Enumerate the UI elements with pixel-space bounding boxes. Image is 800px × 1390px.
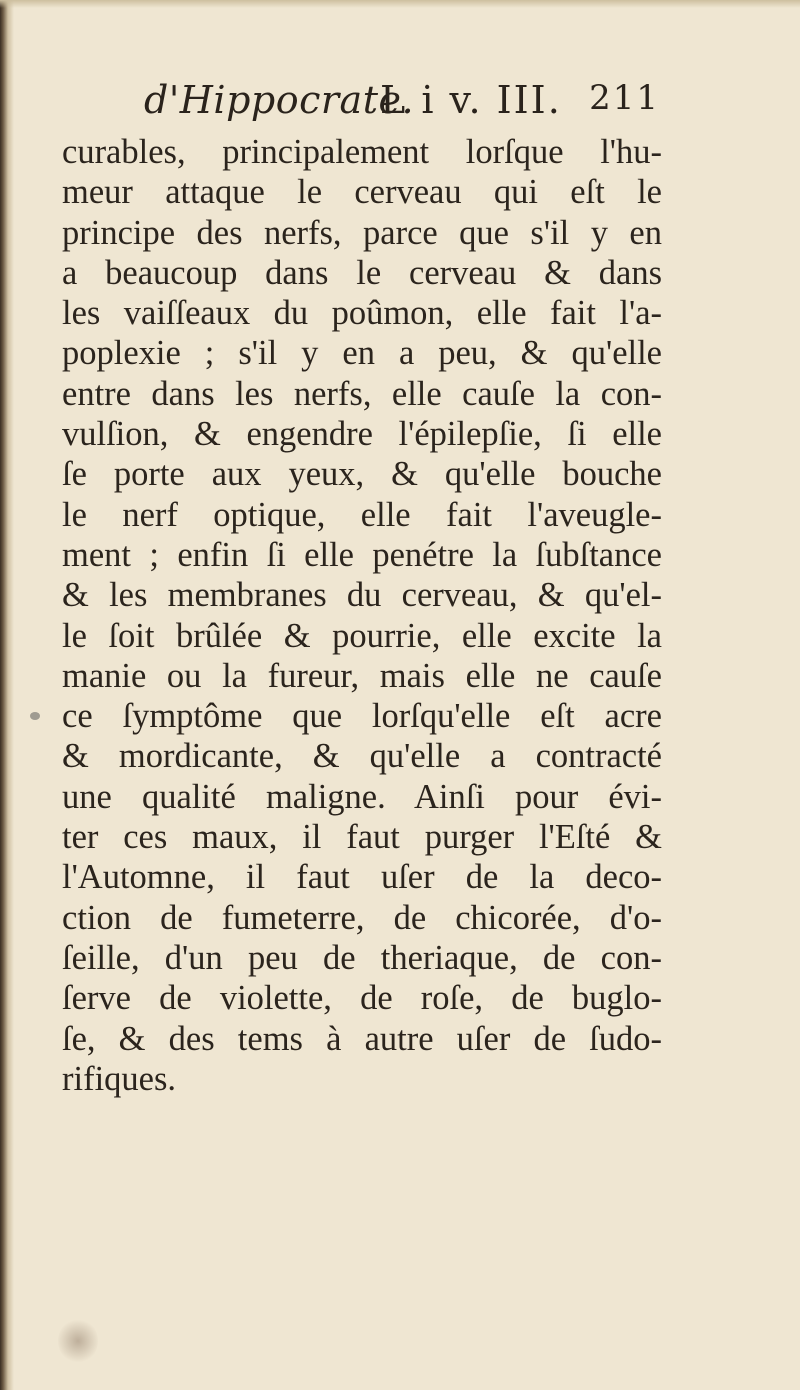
text-line: & mordicante, & qu'elle a contracté [62,737,662,776]
text-line: ment ; enfin ſi elle penétre la ſubſtance [62,535,662,574]
running-head-book: L i v. III. [380,78,562,122]
text-line: ſerve de violette, de roſe, de buglo- [62,979,662,1018]
text-line: principe des nerfs, parce que s'il y en [62,213,662,252]
text-line: vulſion, & engendre l'épilepſie, ſi elle [62,415,662,454]
text-line: ce ſymptôme que lorſqu'elle eſt acre [62,697,662,736]
text-line: le nerf optique, elle fait l'aveugle- [62,495,662,534]
running-head [62,78,660,128]
page-number: 211 [589,78,660,118]
text-line: l'Automne, il faut uſer de la deco- [62,858,662,897]
paper-stain [58,1318,98,1364]
text-line: rifiques. [62,1059,177,1098]
body-text [62,132,662,1099]
text-line: meur attaque le cerveau qui eſt le [62,173,662,212]
text-line: curables, principalement lorſque l'hu- [62,133,662,171]
text-line: ſe porte aux yeux, & qu'elle bouche [62,455,662,494]
text-line: le ſoit brûlée & pourrie, elle excite la [62,616,662,655]
running-head-title: d'Hippocrate. [144,78,415,122]
ink-smudge [30,712,40,720]
text-line: entre dans les nerfs, elle cauſe la con- [62,374,662,413]
text-line: les vaiſſeaux du poûmon, elle fait l'a- [62,294,662,333]
text-line: manie ou la fureur, mais elle ne cauſe [62,656,662,695]
text-line: ction de fumeterre, de chicorée, d'o- [62,898,662,937]
text-line: une qualité maligne. Ainſi pour évi- [62,777,662,816]
text-line: poplexie ; s'il y en a peu, & qu'elle [62,334,662,373]
text-line: ter ces maux, il faut purger l'Eſté & [62,818,662,857]
text-line: ſeille, d'un peu de theriaque, de con- [62,938,662,977]
text-line: ſe, & des tems à autre uſer de ſudo- [62,1019,662,1058]
text-line: a beaucoup dans le cerveau & dans [62,253,662,292]
text-line: & les membranes du cerveau, & qu'el- [62,576,662,615]
